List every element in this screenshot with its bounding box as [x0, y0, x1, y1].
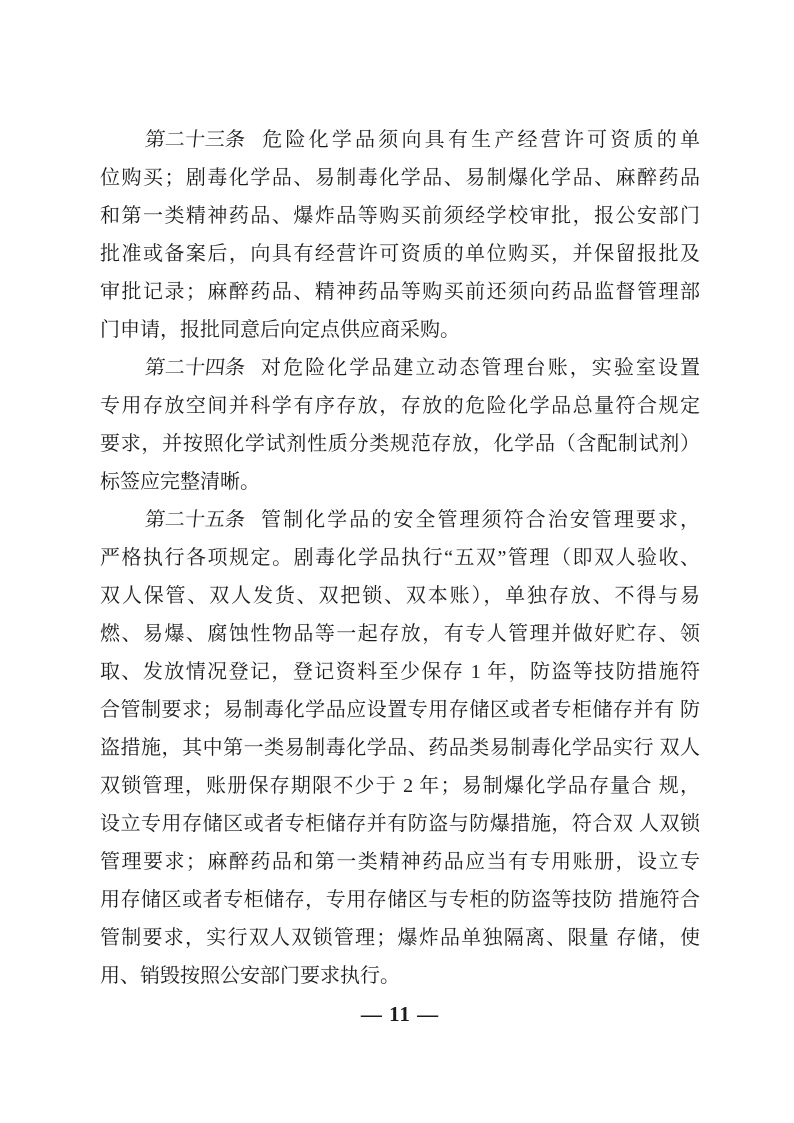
text-line: 门申请，报批同意后向定点供应商采购。 [100, 319, 460, 341]
text-line: 设立专用存储区或者专柜储存并有防盗与防爆措施，符合双 人双锁 [100, 813, 700, 835]
text-line: 用、销毁按照公安部门要求执行。 [100, 965, 400, 987]
article-paragraph [100, 349, 700, 501]
text-line: 双人保管、双人发货、双把锁、双本账），单独存放、不得与易 [100, 585, 700, 607]
text-line: 合管制要求；易制毒化学品应设置专用存储区或者专柜储存并有 防 [100, 699, 700, 721]
text-line: 标签应完整清晰。 [100, 471, 260, 493]
text-line [100, 501, 700, 539]
article-number: 第二十四条 [143, 357, 247, 379]
text-line: 要求，并按照化学试剂性质分类规范存放，化学品（含配制试剂） [100, 433, 700, 455]
text-line: 用存储区或者专柜储存，专用存储区与专柜的防盗等技防 措施符合 [100, 889, 700, 911]
line-text: 对危险化学品建立动态管理台账，实验室设置 [259, 357, 700, 379]
text-line [100, 349, 700, 387]
text-line: 位购买；剧毒化学品、易制毒化学品、易制爆化学品、麻醉药品 [100, 167, 700, 189]
page-number: — 11 — [360, 1002, 440, 1026]
text-line: 严格执行各项规定。剧毒化学品执行“五双”管理（即双人验收、 [100, 547, 700, 569]
text-line: 审批记录；麻醉药品、精神药品等购买前还须向药品监督管理部 [100, 281, 700, 303]
line-text: 管制化学品的安全管理须符合治安管理要求， [259, 509, 700, 531]
text-line: 盗措施，其中第一类易制毒化学品、药品类易制毒化学品实行 双人 [100, 737, 700, 759]
document-text-block [100, 121, 700, 1033]
article-paragraph [100, 501, 700, 995]
text-line: 管理要求；麻醉药品和第一类精神药品应当有专用账册，设立专 [100, 851, 700, 873]
line-text: 危险化学品须向具有生产经营许可资质的单 [259, 129, 700, 151]
text-line [100, 121, 700, 159]
document-body [100, 121, 700, 995]
text-line: 专用存放空间并科学有序存放，存放的危险化学品总量符合规定 [100, 395, 700, 417]
article-number: 第二十三条 [143, 129, 247, 151]
article-number: 第二十五条 [143, 509, 247, 531]
text-line: 批准或备案后，向具有经营许可资质的单位购买，并保留报批及 [100, 243, 700, 265]
article-paragraph [100, 121, 700, 349]
text-line: 燃、易爆、腐蚀性物品等一起存放，有专人管理并做好贮存、领 [100, 623, 700, 645]
text-line: 双锁管理，账册保存期限不少于 2 年；易制爆化学品存量合 规， [100, 775, 700, 797]
text-line: 和第一类精神药品、爆炸品等购买前须经学校审批，报公安部门 [100, 205, 700, 227]
text-line: 取、发放情况登记，登记资料至少保存 1 年，防盗等技防措施符 [100, 661, 700, 683]
text-line: 管制要求，实行双人双锁管理；爆炸品单独隔离、限量 存储，使 [100, 927, 700, 949]
